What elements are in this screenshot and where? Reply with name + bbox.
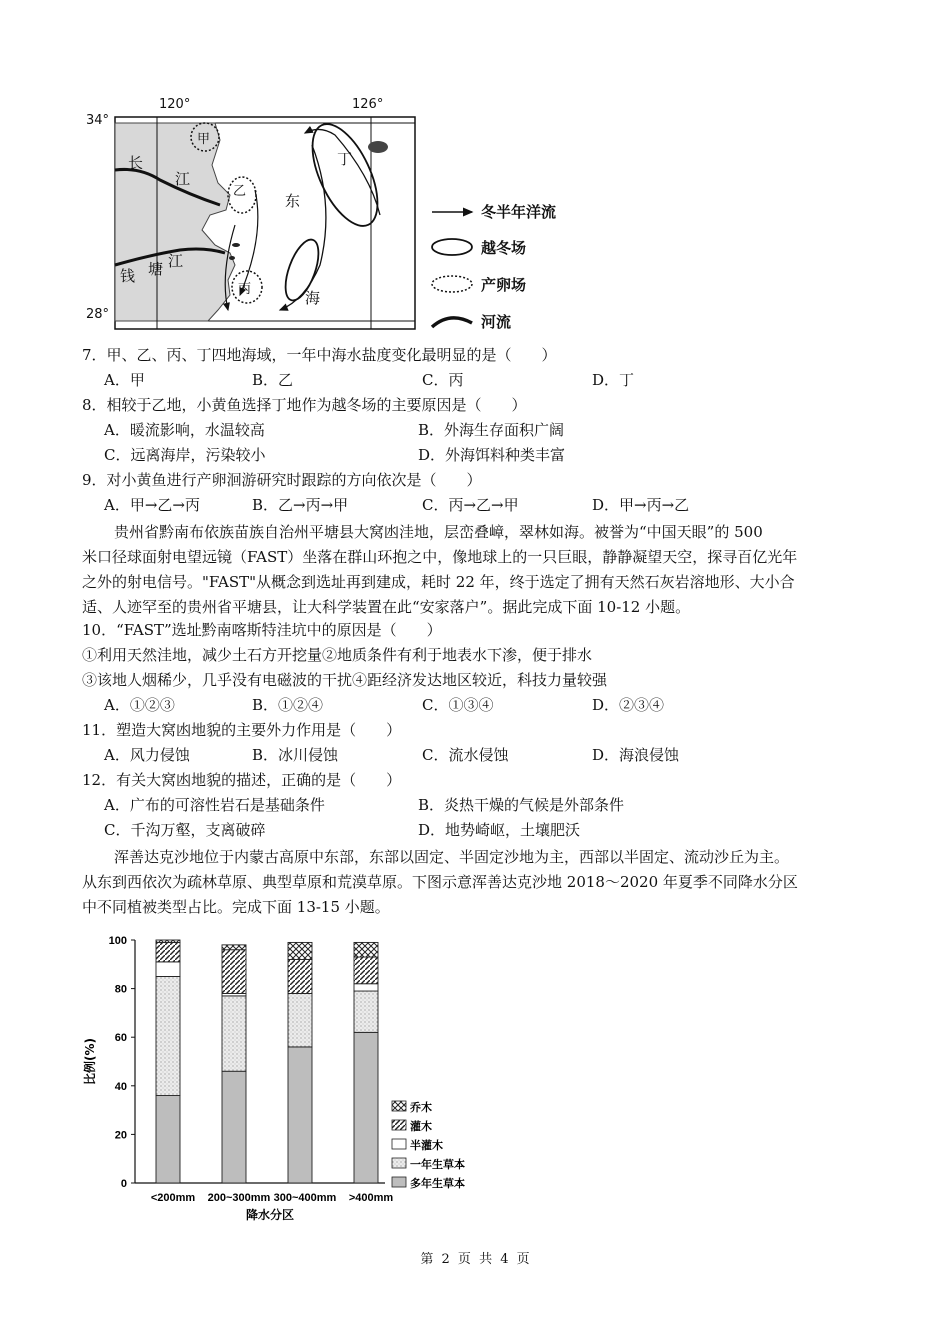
- passage-fast-line: 适、人迹罕至的贵州省平塘县，让大科学装置在此“安家落户”。据此完成下面 10-12 小题。: [82, 598, 691, 616]
- legend-label: 灌木: [410, 1120, 432, 1133]
- label-bing: 丙: [238, 282, 252, 297]
- label-jia: 甲: [197, 132, 211, 147]
- q8-stem: 8．相较于乙地，小黄鱼选择丁地作为越冬场的主要原因是（ ）: [82, 396, 527, 414]
- passage-hunshandake-line: 中不同植被类型占比。完成下面 13-15 小题。: [82, 898, 390, 916]
- q10-option-c[interactable]: C．①③④: [422, 696, 494, 714]
- q10-option-d[interactable]: D．②③④: [592, 696, 665, 714]
- legend-wintering: 越冬场: [481, 239, 527, 257]
- y-tick-label: 20: [114, 1129, 127, 1142]
- label-hai: 海: [305, 289, 321, 307]
- legend-label: 半灌木: [410, 1139, 443, 1152]
- y-tick-label: 0: [120, 1178, 127, 1190]
- q9-option-a[interactable]: A．甲→乙→丙: [104, 496, 200, 514]
- q11-option-b[interactable]: B．冰川侵蚀: [252, 746, 339, 764]
- bar-segment: [288, 1047, 312, 1183]
- q10-stem: 10．“FAST”选址黔南喀斯特洼坑中的原因是（ ）: [82, 621, 442, 639]
- q7-option-a[interactable]: A．甲: [104, 371, 145, 389]
- label-qian: 钱: [120, 267, 136, 285]
- label-jiang: 江: [175, 170, 191, 188]
- footer-total-pages: 4: [500, 1252, 509, 1267]
- bar-segment: [156, 1096, 180, 1183]
- q8-option-b[interactable]: B．外海生存面积广阔: [418, 421, 565, 439]
- bar-segment: [354, 942, 378, 957]
- label-dong: 东: [285, 192, 301, 210]
- bar-segment: [222, 1071, 246, 1183]
- passage-fast: [82, 520, 872, 620]
- y-axis-title: 比例(%): [83, 1038, 97, 1085]
- q8-option-a[interactable]: A．暖流影响，水温较高: [104, 421, 265, 439]
- footer-suffix: 页: [516, 1252, 530, 1267]
- bar-segment: [354, 984, 378, 991]
- label-qiantang-jiang: 江: [168, 252, 184, 270]
- passage-hunshandake: [82, 845, 872, 920]
- legend-swatch: [392, 1120, 406, 1130]
- lat-label-28: 28°: [86, 307, 110, 322]
- bar-segment: [156, 962, 180, 977]
- passage-fast-line: 贵州省黔南布依族苗族自治州平塘县大窝凼洼地，层峦叠嶂，翠林如海。被誉为“中国天眼”的 500: [114, 523, 763, 541]
- passage-fast-line: 之外的射电信号。"FAST"从概念到选址再到建成，耗时 22 年，终于选定了拥有天然石灰岩溶地形、大小合: [82, 573, 795, 591]
- y-tick-label: 60: [114, 1032, 127, 1045]
- lon-label-120: 120°: [159, 97, 191, 112]
- q7-option-b[interactable]: B．乙: [252, 371, 294, 389]
- legend-spawning: 产卵场: [481, 276, 527, 294]
- y-tick-label: 80: [114, 983, 127, 996]
- lon-label-126: 126°: [352, 97, 384, 112]
- footer-total-word: 共: [479, 1252, 493, 1267]
- q7-stem: 7．甲、乙、丙、丁四地海域，一年中海水盐度变化最明显的是（ ）: [82, 346, 557, 364]
- q12-option-a[interactable]: A．广布的可溶性岩石是基础条件: [104, 796, 325, 814]
- x-tick-label: <200mm: [150, 1192, 196, 1204]
- footer-page-number: 2: [441, 1252, 450, 1267]
- bar-segment: [288, 993, 312, 1046]
- vegetation-stacked-bar-chart: [80, 925, 500, 1235]
- q8-option-c[interactable]: C．远离海岸，污染较小: [104, 446, 266, 464]
- q7-option-d[interactable]: D．丁: [592, 371, 635, 389]
- q9-option-c[interactable]: C．丙→乙→甲: [422, 496, 519, 514]
- passage-hunshandake-line: 从东到西依次为疏林草原、典型草原和荒漠草原。下图示意浑善达克沙地 2018～2020 年夏季不同降水分区: [82, 873, 798, 891]
- legend-current: 冬半年洋流: [481, 203, 557, 221]
- bar-segment: [156, 942, 180, 961]
- legend-label: 乔木: [410, 1101, 432, 1114]
- legend-swatch: [392, 1177, 406, 1187]
- legend-label: 多年生草本: [410, 1177, 465, 1190]
- y-tick-label: 100: [108, 935, 127, 947]
- label-chang: 长: [128, 154, 144, 172]
- bar-segment: [288, 942, 312, 959]
- legend-river: 河流: [481, 313, 512, 331]
- x-axis-title: 降水分区: [245, 1208, 295, 1222]
- q11-option-d[interactable]: D．海浪侵蚀: [592, 746, 680, 764]
- q10-item-line: ①利用天然洼地，减少土石方开挖量②地质条件有利于地表水下渗，便于排水: [82, 646, 593, 664]
- label-tang: 塘: [148, 260, 164, 278]
- q9-option-b[interactable]: B．乙→丙→甲: [252, 496, 349, 514]
- q12-option-b[interactable]: B．炎热干燥的气候是外部条件: [418, 796, 625, 814]
- bar-segment: [354, 957, 378, 984]
- bar-segment: [354, 991, 378, 1032]
- q12-option-c[interactable]: C．千沟万壑，支离破碎: [104, 821, 266, 839]
- q10-item-line: ③该地人烟稀少，几乎没有电磁波的干扰④距经济发达地区较近，科技力量较强: [82, 671, 608, 689]
- map-figure: [80, 95, 600, 335]
- q12-stem: 12．有关大窝凼地貌的描述，正确的是（ ）: [82, 771, 402, 789]
- q10-option-b[interactable]: B．①②④: [252, 696, 324, 714]
- passage-fast-line: 米口径球面射电望远镜（FAST）坐落在群山环抱之中，像地球上的一只巨眼，静静凝望天空，探寻百亿光年: [82, 548, 798, 566]
- q11-option-c[interactable]: C．流水侵蚀: [422, 746, 509, 764]
- q9-option-d[interactable]: D．甲→丙→乙: [592, 496, 690, 514]
- x-tick-label: 300~400mm: [273, 1192, 337, 1204]
- y-tick-label: 40: [114, 1080, 127, 1093]
- lat-label-34: 34°: [86, 113, 110, 128]
- bar-segment: [156, 976, 180, 1095]
- legend-swatch: [392, 1139, 406, 1149]
- label-yi: 乙: [233, 184, 247, 199]
- bar-segment: [288, 959, 312, 993]
- footer-page-word: 页: [457, 1252, 471, 1267]
- footer-prefix: 第: [420, 1252, 434, 1267]
- bar-segment: [156, 940, 180, 942]
- bar-segment: [354, 1032, 378, 1183]
- x-tick-label: >400mm: [348, 1192, 394, 1204]
- bar-segment: [222, 950, 246, 994]
- q7-option-c[interactable]: C．丙: [422, 371, 464, 389]
- legend-swatch: [392, 1101, 406, 1111]
- passage-hunshandake-line: 浑善达克沙地位于内蒙古高原中东部，东部以固定、半固定沙地为主，西部以半固定、流动沙丘为主。: [114, 848, 790, 866]
- q9-stem: 9．对小黄鱼进行产卵洄游研究时跟踪的方向依次是（ ）: [82, 471, 482, 489]
- q12-option-d[interactable]: D．地势崎岖，土壤肥沃: [418, 821, 581, 839]
- page-footer: [0, 1248, 950, 1267]
- bar-segment: [222, 996, 246, 1071]
- x-tick-label: 200~300mm: [207, 1192, 271, 1204]
- legend-swatch: [392, 1158, 406, 1168]
- q10-option-a[interactable]: A．①②③: [104, 696, 175, 714]
- q11-option-a[interactable]: A．风力侵蚀: [104, 746, 190, 764]
- legend-label: 一年生草本: [410, 1158, 465, 1171]
- bar-segment: [222, 945, 246, 950]
- q8-option-d[interactable]: D．外海饵料种类丰富: [418, 446, 566, 464]
- q11-stem: 11．塑造大窝凼地貌的主要外力作用是（ ）: [82, 721, 402, 739]
- label-ding: 丁: [337, 150, 353, 168]
